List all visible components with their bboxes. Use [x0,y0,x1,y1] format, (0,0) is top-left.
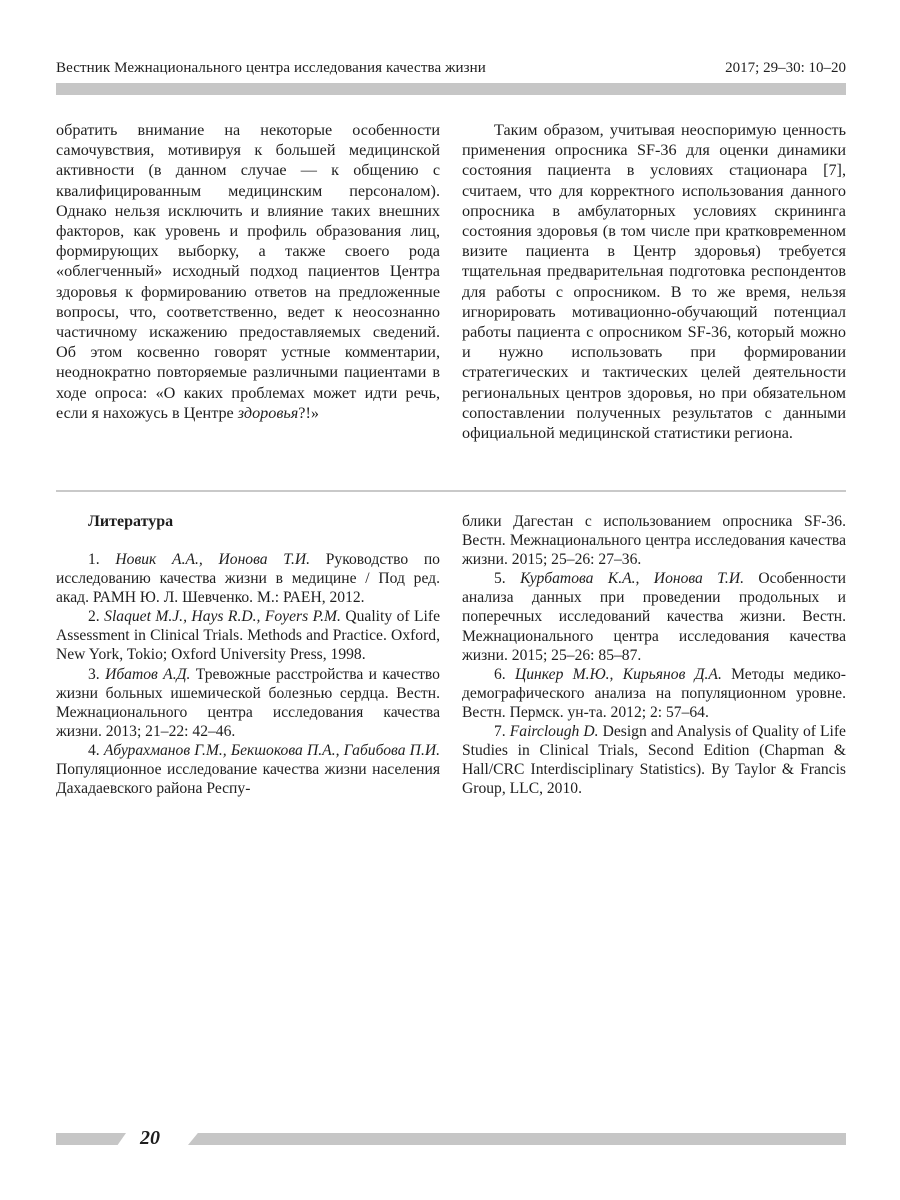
reference-number: 1. [88,551,100,568]
references-column-left [56,512,440,798]
reference-number: 5. [494,570,506,588]
reference-text: Методы медико-демографического анализа на популяционном уровне. Вестн. Пермск. ун-та. 2012; 2: 57–64. [462,665,847,721]
running-header [56,60,846,82]
body-column-left [56,120,440,423]
reference-authors: Новик А.А., Ионова Т.И. [115,551,311,568]
reference-number: 4. [88,741,100,759]
page-number: 20 [140,1127,160,1149]
reference-item [56,550,440,607]
body-paragraph-right: Таким образом, учитывая неоспоримую ценность применения опросника SF-36 для оценки динамики состояния пациента в условиях стационара [7], считаем, что для корректного использования данного опросника в амбулаторных условиях скрининга состояния здоровья (в том числе при кратковременном визите пациента в Центр здоровья) требуется тщательная предварительная подготовка респондентов для работы с опросником. В то же время, нельзя игнорировать мотивационно-обучающий потенциал работы пациента с опросником SF-36, который можно и нужно использовать при формировании стратегических и тактических целей деятельности региональных центров здоровья, но при обязательном сопоставлении полученных результатов с данными официальной медицинской статистики региона. [462,121,846,443]
reference-authors: Абурахманов Г.М., Бекшокова П.А., Габибова П.И. [103,741,440,759]
body-text-left: обратить внимание на некоторые особенности самочувствия, мотивируя к большей медицинской активности (в данном случае — к общению с квалифицированным медицинским персоналом). Однако нельзя исключить и влияние таких внешних факторов, как уровень и профиль образования лиц, формирующих выборку, а также своего рода «облегченный» исходный подход пациентов Центра здоровья к формированию ответов на предложенные вопросы, что, соответственно, ведет к неосознанно частичному искажению предоставляемых сведений. Об этом косвенно говорят устные комментарии, неоднократно повторяемые различными пациентами в ходе опроса: «О каких проблемах может идти речь, если я нахожусь в Центре [56,121,440,422]
body-column-right [462,120,846,443]
body-text-left-italic: здоровья [237,403,299,422]
body-paragraph-left [56,120,440,423]
reference-number: 7. [494,723,506,741]
references-column-right [462,512,846,798]
reference-authors: Цинкер М.Ю., Кирьянов Д.А. [514,665,722,683]
reference-item [462,665,846,722]
reference-item [462,569,846,664]
reference-text: блики Дагестан с использованием опросника SF-36. Вестн. Межнационального центра исследования качества жизни. 2015; 25–26: 27–36. [462,513,846,569]
reference-authors: Ибатов А.Д. [105,665,191,683]
reference-text: Особенности анализа данных при проведении продольных и поперечных исследований качества жизни. Вестн. Межнационального центра исследования качества жизни. 2015; 25–26: 85–87. [462,570,846,664]
reference-text: Design and Analysis of Quality of Life Studies in Clinical Trials, Second Edition (Chapman & Hall/CRC Interdisciplinary Statistics). By Taylor & Francis Group, LLC, 2010. [462,723,846,798]
journal-title: Вестник Межнационального центра исследования качества жизни [56,60,486,76]
reference-text: Руководство по исследованию качества жизни в медицине / Под ред. акад. РАМН Ю. Л. Шевченко. М.: РАЕН, 2012. [56,551,440,607]
reference-authors: Fairclough D. [509,723,599,741]
issue-info: 2017; 29–30: 10–20 [725,60,846,76]
reference-number: 2. [88,608,100,626]
reference-item [56,741,440,798]
reference-authors: Курбатова К.А., Ионова Т.И. [520,570,744,588]
reference-number: 6. [494,665,506,683]
body-text-left-end: ?!» [298,403,319,422]
reference-item-continued [462,512,846,569]
header-rule [56,83,846,95]
reference-text: Популяционное исследование качества жизни населения Дахадаевского района Респу- [56,761,440,798]
references-heading: Литература [88,513,174,530]
reference-item [462,722,846,798]
reference-item [56,665,440,741]
reference-text: Quality of Life Assessment in Clinical Trials. Methods and Practice. Oxford, New York, Tokio; Oxford University Press, 1998. [56,608,440,664]
reference-authors: Slaquet M.J., Hays R.D., Foyers P.M. [104,608,341,626]
reference-number: 3. [88,665,100,683]
footer-rule-right [188,1133,846,1145]
footer-rule-left [56,1133,126,1145]
section-divider [56,490,846,492]
reference-item [56,607,440,664]
reference-text: Тревожные расстройства и качество жизни больных ишемической болезнью сердца. Вестн. Межнационального центра исследования качества жизни. 2013; 21–22: 42–46. [56,665,440,740]
